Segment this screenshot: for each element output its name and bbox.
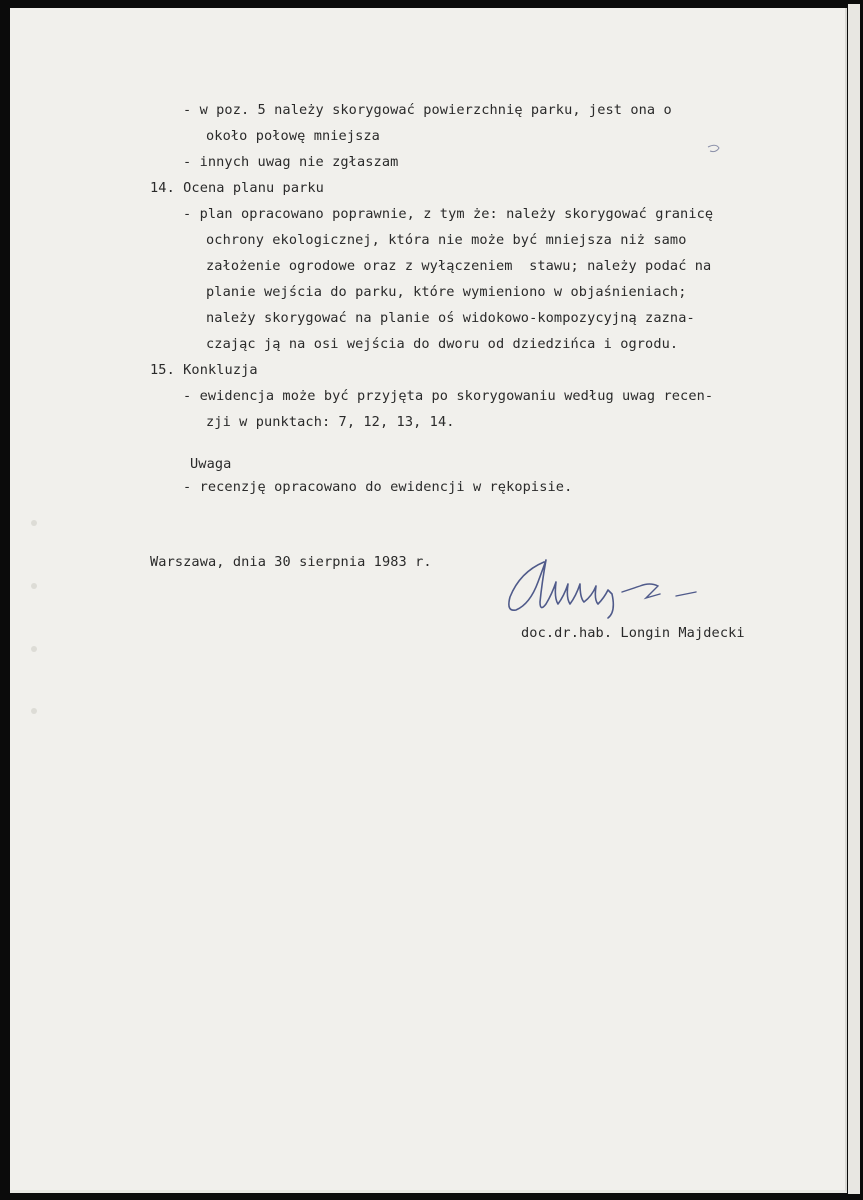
text-line: założenie ogrodowe oraz z wyłączeniem stawu; należy podać na [206,258,712,274]
section-heading: 15. Konkluzja [150,362,258,378]
text-line: czając ją na osi wejścia do dworu od dziedzińca i ogrodu. [206,336,679,352]
text-line: około połowę mniejsza [206,128,380,144]
text-line: - ewidencja może być przyjęta po skorygowaniu według uwag recen- [183,388,714,404]
punch-mark [31,583,37,589]
date-line: Warszawa, dnia 30 sierpnia 1983 r. [150,554,432,570]
punch-mark [31,520,37,526]
text-line: planie wejścia do parku, które wymieniono w objaśnieniach; [206,284,687,300]
text-line: - plan opracowano poprawnie, z tym że: należy skorygować granicę [183,206,714,222]
text-line: należy skorygować na planie oś widokowo-kompozycyjną zazna- [206,310,695,326]
punch-mark [31,708,37,714]
handwritten-signature [500,552,710,622]
signatory-name: doc.dr.hab. Longin Majdecki [521,625,745,641]
text-line: ochrony ekologicznej, która nie może być mniejsza niż samo [206,232,687,248]
text-line: zji w punktach: 7, 12, 13, 14. [206,414,455,430]
text-line: - recenzję opracowano do ewidencji w rękopisie. [183,479,573,495]
section-heading: 14. Ocena planu parku [150,180,324,196]
punch-mark [31,646,37,652]
pen-mark [706,142,726,156]
text-line: - w poz. 5 należy skorygować powierzchnię parku, jest ona o [183,102,672,118]
text-line: - innych uwag nie zgłaszam [183,154,399,170]
note-heading: Uwaga [190,456,232,472]
paper-edge [848,4,860,1194]
paper-sheet [10,8,847,1193]
